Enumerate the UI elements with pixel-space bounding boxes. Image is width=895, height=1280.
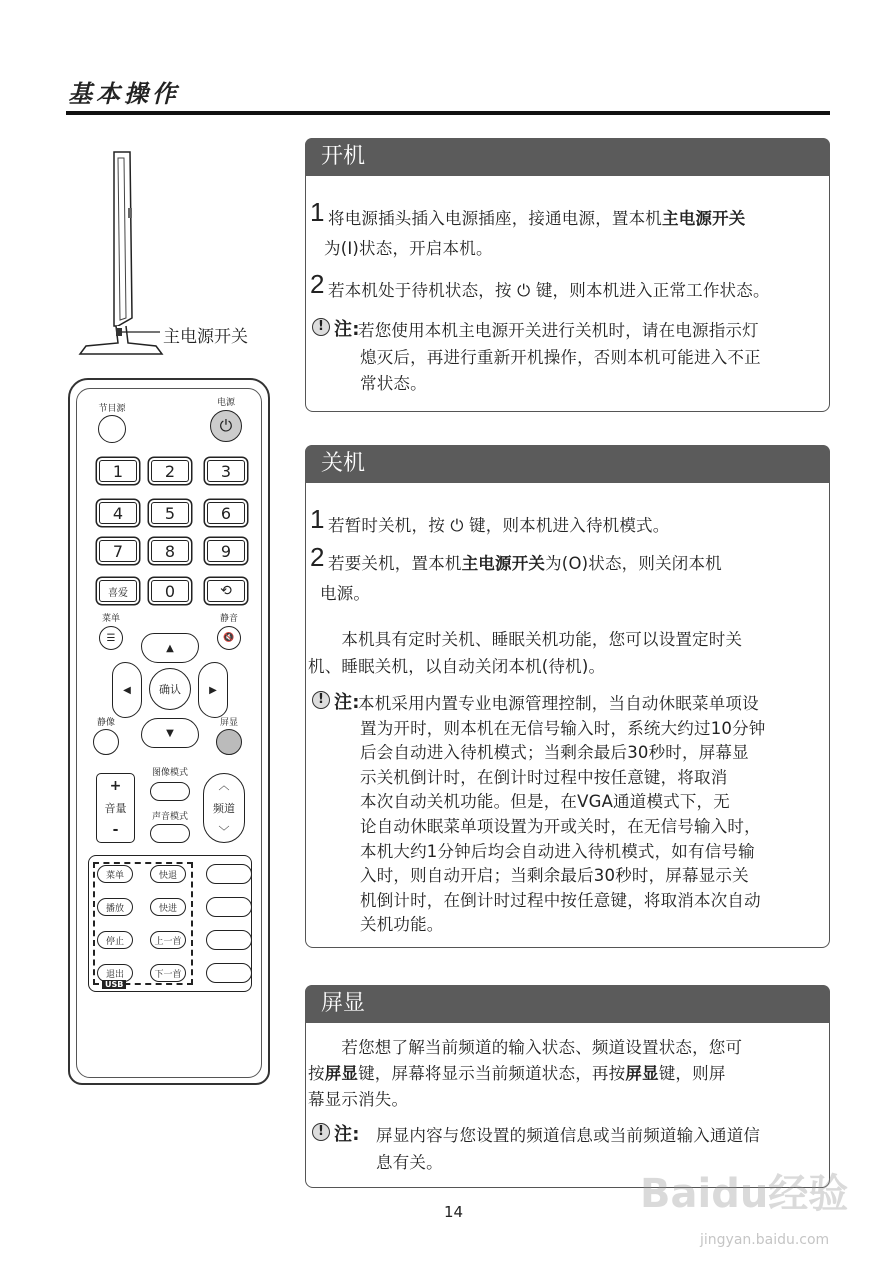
down-button[interactable]: ▼ xyxy=(141,718,199,748)
usb-button-2[interactable]: 播放 xyxy=(97,898,133,916)
text-segment: 将电源插头插入电源插座，接通电源，置本机 xyxy=(328,209,662,228)
page-title: 基本操作 xyxy=(68,79,180,108)
left-button[interactable]: ◀ xyxy=(112,662,142,718)
source-button[interactable] xyxy=(98,415,126,443)
text-segment: 主电源开关 xyxy=(461,554,546,573)
section-title: 关机 xyxy=(305,445,830,483)
note-line: 屏显内容与您设置的频道信息或当前频道输入通道信 xyxy=(376,1126,761,1145)
note-line: 本机采用内置专业电源管理控制，当自动休眠菜单项设 xyxy=(358,694,759,713)
text-segment: 键，则屏 xyxy=(658,1064,726,1083)
volume-rocker[interactable] xyxy=(96,773,135,843)
text-segment: 为(Ⅰ)状态，开启本机。 xyxy=(324,239,493,258)
text-segment: 主电源开关 xyxy=(662,209,746,228)
menu-label: 菜单 xyxy=(101,614,121,624)
text-segment: 若您想了解当前频道的输入状态、频道设置状态，您可 xyxy=(308,1038,743,1057)
digit-2-button[interactable]: 2 xyxy=(151,460,189,482)
note-label: 注: xyxy=(334,692,360,713)
usb-button-3[interactable]: 快进 xyxy=(150,898,186,916)
display-label: 屏显 xyxy=(219,718,239,728)
step-line xyxy=(328,550,722,574)
favorite-button[interactable]: 喜爱 xyxy=(99,580,137,602)
warning-icon: ! xyxy=(312,1123,330,1141)
channel-rocker[interactable] xyxy=(203,773,245,843)
menu-button[interactable]: ☰ xyxy=(99,626,123,650)
text-segment: 键，屏幕将显示当前频道状态，再按 xyxy=(358,1064,626,1083)
warning-icon: ! xyxy=(312,318,330,336)
tv-side-view-illustration xyxy=(78,148,168,363)
note-line: 关机功能。 xyxy=(360,915,444,935)
note-line: 息有关。 xyxy=(376,1152,443,1172)
text-segment: 若要关机，置本机 xyxy=(328,554,462,573)
step-line xyxy=(328,277,770,301)
paragraph-line: 机、睡眠关机，以自动关闭本机(待机)。 xyxy=(308,657,606,676)
text-segment: 屏显 xyxy=(324,1064,359,1083)
note-label: 注: xyxy=(334,319,360,340)
step-number: 2 xyxy=(310,542,325,572)
mute-label: 静音 xyxy=(219,614,239,624)
text-segment: 若暂时关机，按 ⏻ 键，则本机进入待机模式。 xyxy=(328,516,670,535)
note-line: 置为开时，则本机在无信号输入时，系统大约过10分钟 xyxy=(360,718,766,738)
note-line: 本次自动关机功能。但是，在VGA通道模式下，无 xyxy=(360,792,730,812)
section-title: 开机 xyxy=(305,138,830,176)
step-line xyxy=(328,512,669,536)
channel-up[interactable]: ︿ xyxy=(218,779,230,792)
note-line: 示关机倒计时，在倒计时过程中按任意键，将取消 xyxy=(360,767,728,787)
paragraph-line: 本机具有定时关机、睡眠关机功能，您可以设置定时关 xyxy=(308,630,743,649)
channel-down[interactable]: ﹀ xyxy=(218,825,230,838)
volume-label: 音量 xyxy=(104,802,127,815)
power-button[interactable]: ⏻ xyxy=(210,410,242,442)
blank-button-2[interactable] xyxy=(206,930,252,950)
note-line: 常状态。 xyxy=(360,374,427,393)
text-segment: 为(O)状态，则关闭本机 xyxy=(545,554,722,573)
note-line: 熄灭后，再进行重新开机操作，否则本机可能进入不正 xyxy=(360,347,761,367)
digit-9-button[interactable]: 9 xyxy=(207,540,245,562)
section-1 xyxy=(305,445,830,948)
text-segment: 电源。 xyxy=(320,584,371,603)
note-line: 本机大约1分钟后均会自动进入待机模式，如有信号输 xyxy=(360,841,755,861)
ok-button[interactable]: 确认 xyxy=(149,668,191,710)
step-line xyxy=(328,205,746,229)
section-2 xyxy=(305,985,830,1188)
power-label: 电源 xyxy=(216,398,236,408)
section-title: 屏显 xyxy=(305,985,830,1023)
usb-button-4[interactable]: 停止 xyxy=(97,931,133,949)
title-rule xyxy=(66,111,830,115)
note-line: 入时，则自动开启；当剩余最后30秒时，屏幕显示关 xyxy=(360,866,749,886)
recall-button[interactable]: ⟲ xyxy=(207,580,245,602)
sound-mode-label: 声音模式 xyxy=(151,812,189,822)
usb-label: USB xyxy=(102,980,126,989)
volume-minus[interactable]: - xyxy=(112,822,119,838)
usb-button-7[interactable]: 下一首 xyxy=(150,964,186,982)
volume-plus[interactable]: + xyxy=(109,778,122,794)
digit-7-button[interactable]: 7 xyxy=(99,540,137,562)
note-line: 论自动休眠菜单项设置为开或关时，在无信号输入时， xyxy=(360,817,761,836)
note-line: 若您使用本机主电源开关进行关机时，请在电源指示灯 xyxy=(358,321,759,340)
main-power-switch-label: 主电源开关 xyxy=(163,327,248,347)
paragraph-line xyxy=(308,1060,726,1084)
text-segment: 若本机处于待机状态，按 ⏻ 键，则本机进入正常工作状态。 xyxy=(328,281,770,300)
note-line: 后会自动进入待机模式；当剩余最后30秒时，屏幕显 xyxy=(360,743,749,763)
note-line: 机倒计时，在倒计时过程中按任意键，将取消本次自动 xyxy=(360,890,761,910)
up-button[interactable]: ▲ xyxy=(141,633,199,663)
freeze-button[interactable] xyxy=(93,729,119,755)
text-segment: 幕显示消失。 xyxy=(308,1090,409,1109)
step-number: 1 xyxy=(310,504,325,534)
digit-4-button[interactable]: 4 xyxy=(99,502,137,524)
watermark-logo: Baidu经验 xyxy=(640,1171,849,1217)
digit-6-button[interactable]: 6 xyxy=(207,502,245,524)
picture-mode-button[interactable] xyxy=(150,782,190,801)
digit-3-button[interactable]: 3 xyxy=(207,460,245,482)
usb-button-0[interactable]: 菜单 xyxy=(97,865,133,883)
step-line xyxy=(324,235,493,259)
digit-0-button[interactable]: 0 xyxy=(151,580,189,602)
step-line xyxy=(320,580,370,604)
channel-label: 频道 xyxy=(213,802,235,815)
paragraph-line xyxy=(308,1086,408,1110)
right-button[interactable]: ▶ xyxy=(198,662,228,718)
watermark-url: jingyan.baidu.com xyxy=(700,1232,830,1248)
section-0 xyxy=(305,138,830,412)
note-label: 注: xyxy=(334,1124,360,1145)
digit-8-button[interactable]: 8 xyxy=(151,540,189,562)
usb-button-1[interactable]: 快退 xyxy=(150,865,186,883)
warning-icon: ! xyxy=(312,691,330,709)
source-label: 节目源 xyxy=(98,404,126,414)
digit-1-button[interactable]: 1 xyxy=(99,460,137,482)
step-number: 2 xyxy=(310,269,325,299)
display-button[interactable] xyxy=(216,729,242,755)
usb-button-6[interactable]: 退出 xyxy=(97,964,133,982)
blank-button-1[interactable] xyxy=(206,897,252,917)
step-number: 1 xyxy=(310,197,325,227)
page-number: 14 xyxy=(444,1203,464,1221)
blank-button-0[interactable] xyxy=(206,864,252,884)
text-segment: 屏显 xyxy=(625,1064,659,1083)
digit-5-button[interactable]: 5 xyxy=(151,502,189,524)
freeze-label: 静像 xyxy=(96,718,116,728)
paragraph-line xyxy=(308,1034,742,1058)
text-segment: 按 xyxy=(308,1064,325,1083)
picture-mode-label: 图像模式 xyxy=(151,768,189,778)
mute-button[interactable]: 🔇 xyxy=(217,626,241,650)
blank-button-3[interactable] xyxy=(206,963,252,983)
usb-button-5[interactable]: 上一首 xyxy=(150,931,186,949)
sound-mode-button[interactable] xyxy=(150,824,190,843)
